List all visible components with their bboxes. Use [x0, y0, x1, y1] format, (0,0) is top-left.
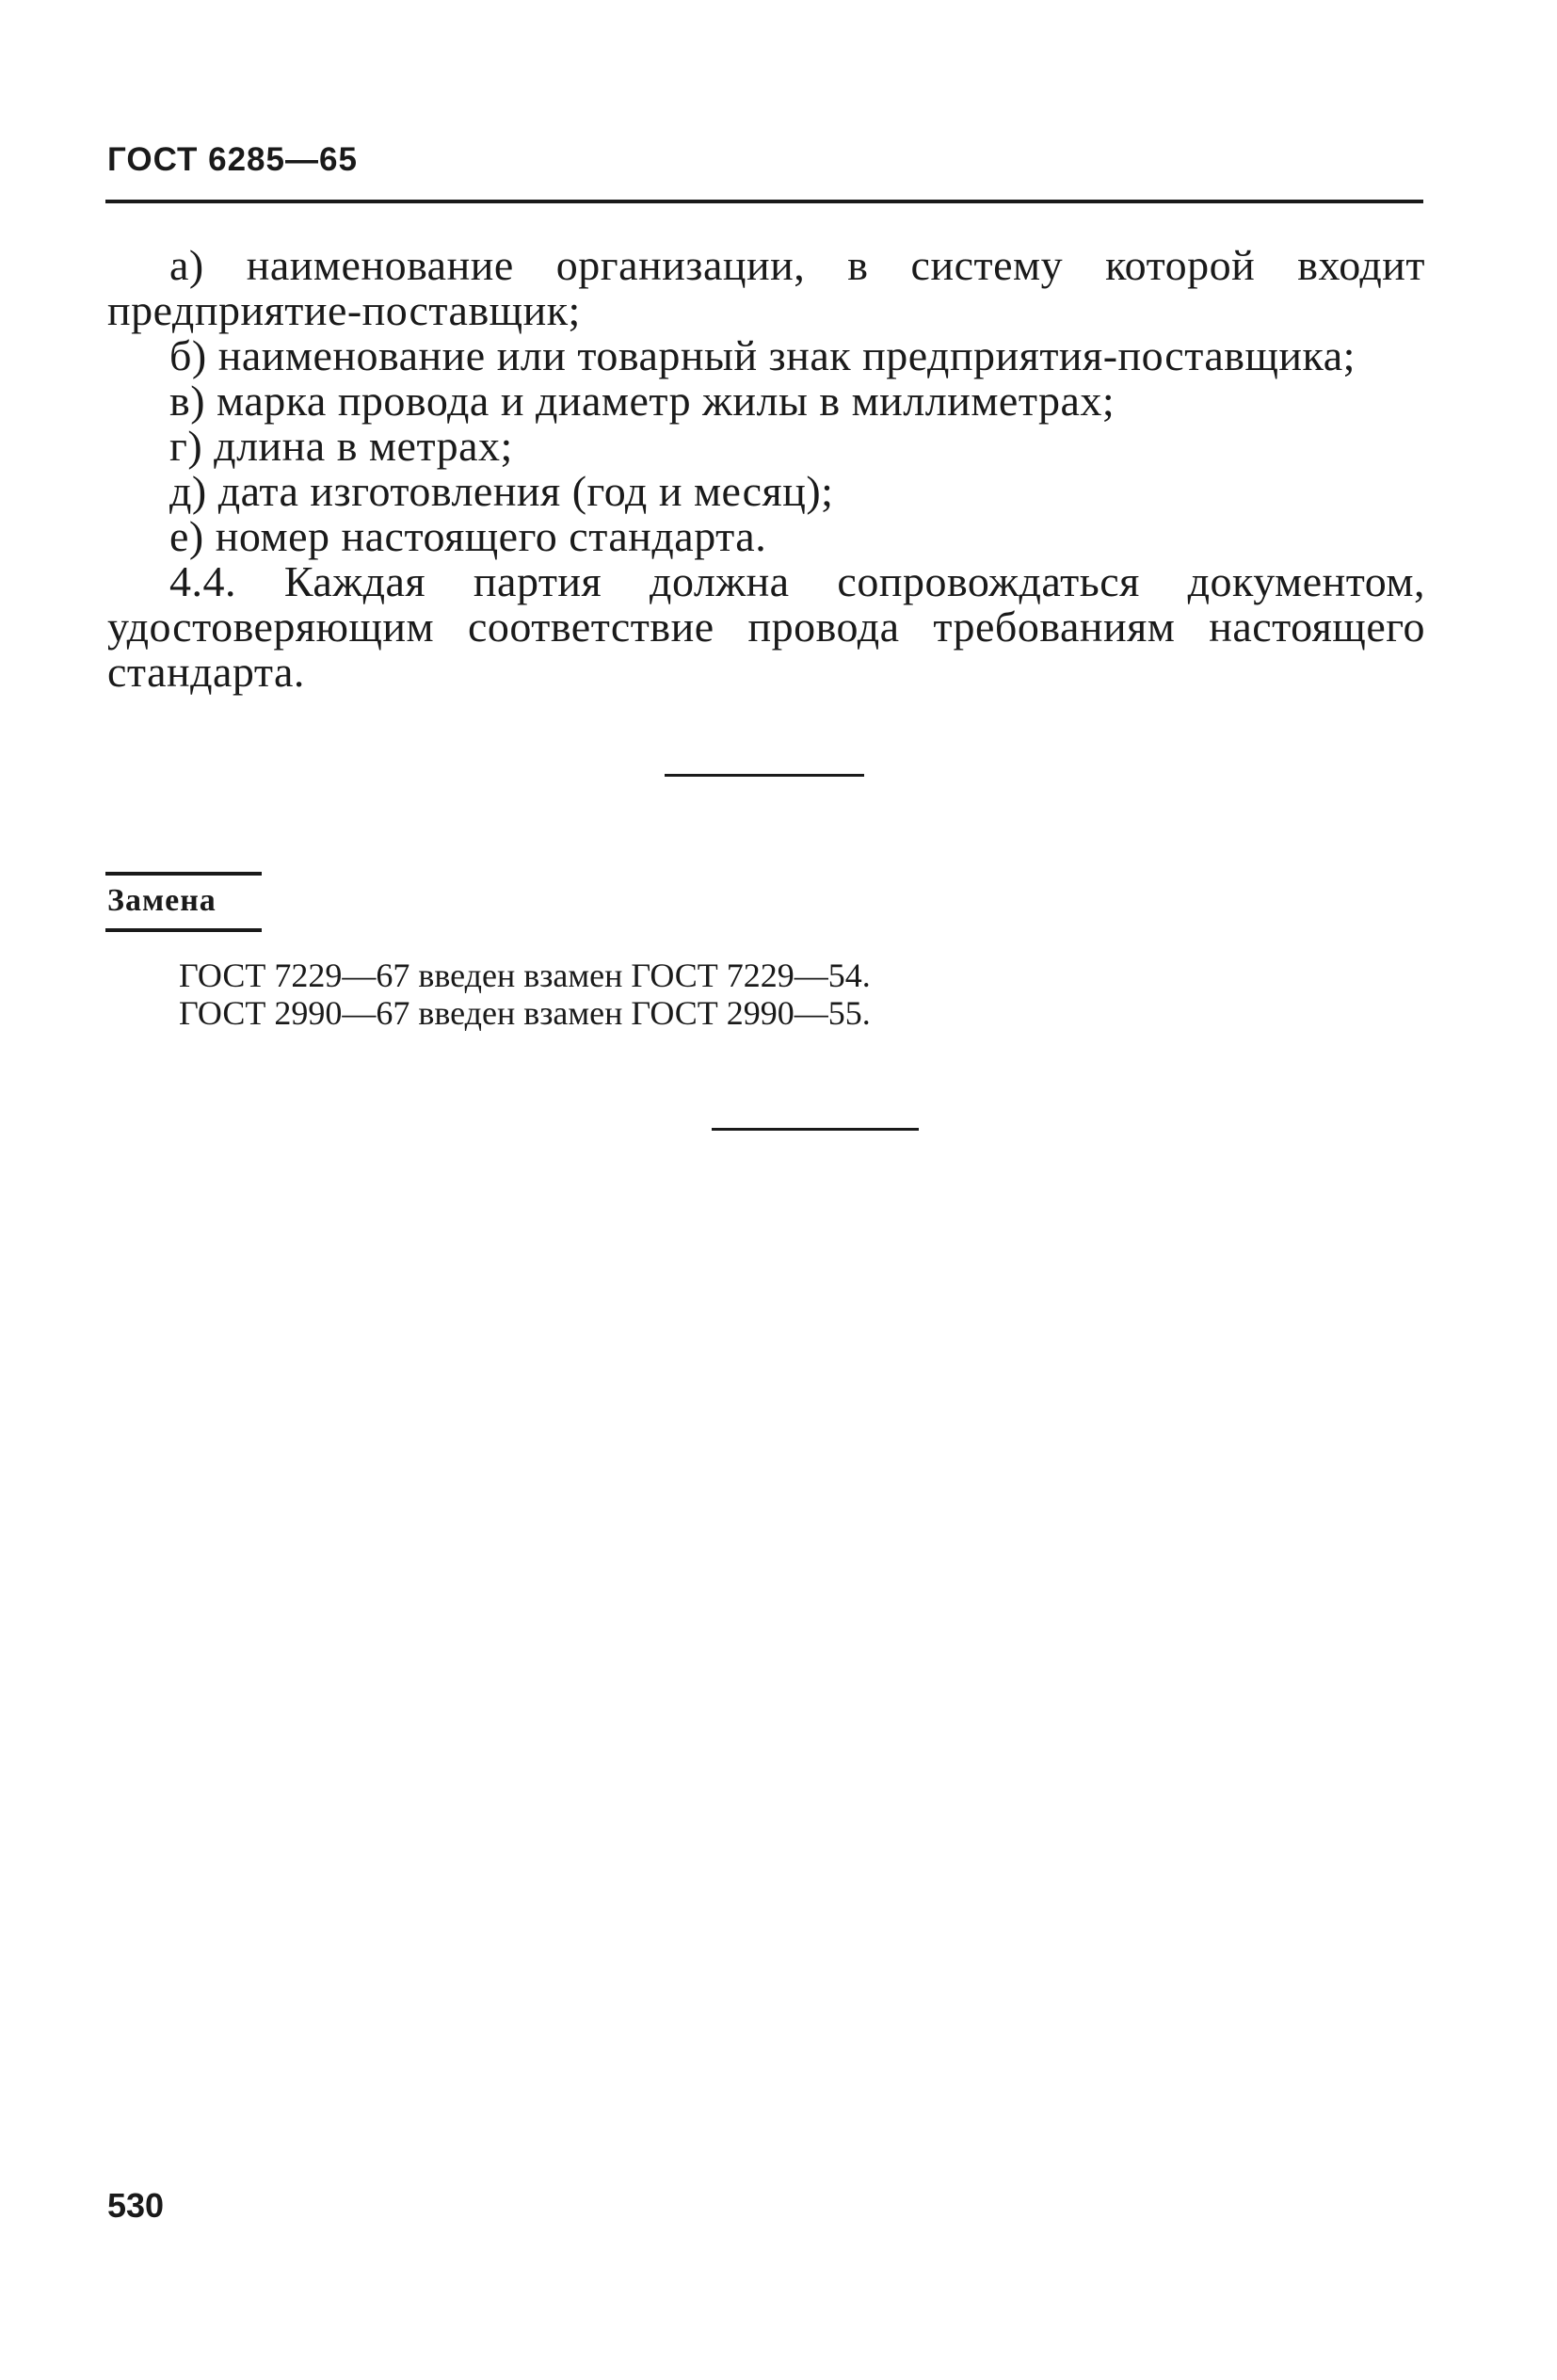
list-item-v: в) марка провода и диаметр жилы в миллиметрах; — [169, 377, 1116, 425]
header-rule — [105, 200, 1423, 203]
replacement-section-title: Замена — [107, 883, 217, 918]
list-item-e: е) номер настоящего стандарта. — [169, 512, 767, 560]
clause-4-4: 4.4. Каждая партия должна сопровождаться документом, удостоверяющим соответствие провода требованиям настоящего стандарта. — [107, 557, 1425, 696]
list-item-g: г) длина в метрах; — [169, 422, 513, 470]
list-item-a: а) наименование организации, в систему которой входит предприятие-поставщик; — [107, 241, 1425, 334]
replacement-list — [179, 957, 871, 1032]
list-item-d: д) дата изготовления (год и месяц); — [169, 467, 834, 515]
replacement-title-rule-top — [105, 872, 262, 876]
replacement-line: ГОСТ 7229—67 введен взамен ГОСТ 7229—54. — [179, 957, 871, 994]
replacement-title-rule-bottom — [105, 928, 262, 932]
page-number: 530 — [107, 2186, 165, 2225]
end-divider — [712, 1128, 919, 1131]
page-header-standard: ГОСТ 6285—65 — [107, 141, 358, 178]
section-divider — [665, 774, 864, 777]
body-text — [107, 243, 1425, 695]
replacement-line: ГОСТ 2990—67 введен взамен ГОСТ 2990—55. — [179, 994, 871, 1032]
list-item-b: б) наименование или товарный знак предприятия-поставщика; — [169, 331, 1356, 379]
